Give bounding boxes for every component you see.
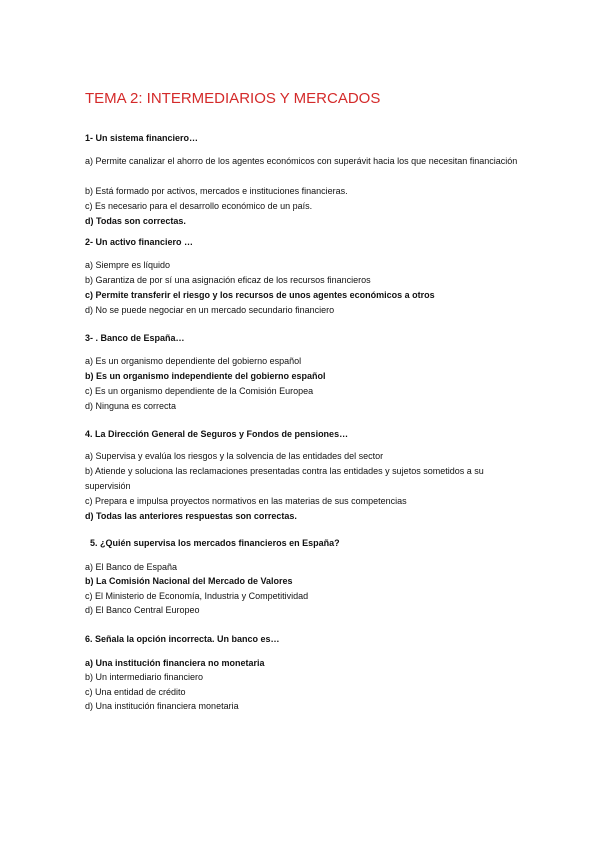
question-5-option-b: b) La Comisión Nacional del Mercado de Valores xyxy=(85,576,293,586)
question-2-option-b: b) Garantiza de por sí una asignación eficaz de los recursos financieros xyxy=(85,275,371,285)
question-2-heading: 2- Un activo financiero … xyxy=(85,237,194,247)
question-1-option-c: c) Es necesario para el desarrollo económico de un país. xyxy=(85,201,313,211)
question-5-option-c: c) El Ministerio de Economía, Industria y Competitividad xyxy=(85,591,309,601)
question-5-option-a: a) El Banco de España xyxy=(85,562,178,572)
question-6-option-a: a) Una institución financiera no monetaria xyxy=(85,658,265,668)
question-1-option-b: b) Está formado por activos, mercados e instituciones financieras. xyxy=(85,186,348,196)
question-3-option-b: b) Es un organismo independiente del gobierno español xyxy=(85,371,326,381)
question-6-option-d: d) Una institución financiera monetaria xyxy=(85,701,239,711)
question-6-heading: 6. Señala la opción incorrecta. Un banco es… xyxy=(85,634,280,644)
question-5-option-d: d) El Banco Central Europeo xyxy=(85,605,200,615)
question-1-heading: 1- Un sistema financiero… xyxy=(85,133,199,143)
question-2-option-d: d) No se puede negociar en un mercado secundario financiero xyxy=(85,305,335,315)
question-4-option-d: d) Todas las anteriores respuestas son correctas. xyxy=(85,511,297,521)
document-title: TEMA 2: INTERMEDIARIOS Y MERCADOS xyxy=(85,90,381,107)
question-4-heading: 4. La Dirección General de Seguros y Fondos de pensiones… xyxy=(85,429,349,439)
question-3-option-a: a) Es un organismo dependiente del gobierno español xyxy=(85,356,302,366)
question-2-option-a: a) Siempre es líquido xyxy=(85,260,171,270)
question-4-option-a: a) Supervisa y evalúa los riesgos y la solvencia de las entidades del sector xyxy=(85,451,384,461)
question-3-option-d: d) Ninguna es correcta xyxy=(85,401,177,411)
question-3-option-c: c) Es un organismo dependiente de la Comisión Europea xyxy=(85,386,314,396)
question-1-option-d: d) Todas son correctas. xyxy=(85,216,186,226)
question-4-option-b: b) Atiende y soluciona las reclamaciones presentadas contra las entidades y sujetos sometidos a su supervisión xyxy=(85,466,484,491)
question-6-option-c: c) Una entidad de crédito xyxy=(85,687,186,697)
question-4-option-c: c) Prepara e impulsa proyectos normativos en las materias de sus competencias xyxy=(85,496,407,506)
question-1-option-a: a) Permite canalizar el ahorro de los agentes económicos con superávit hacia los que necesitan financiación xyxy=(85,156,518,166)
question-5-heading: 5. ¿Quién supervisa los mercados financieros en España? xyxy=(90,538,340,548)
question-3-heading: 3- . Banco de España… xyxy=(85,333,185,343)
question-6-option-b: b) Un intermediario financiero xyxy=(85,672,204,682)
question-2-option-c: c) Permite transferir el riesgo y los recursos de unos agentes económicos a otros xyxy=(85,290,435,300)
